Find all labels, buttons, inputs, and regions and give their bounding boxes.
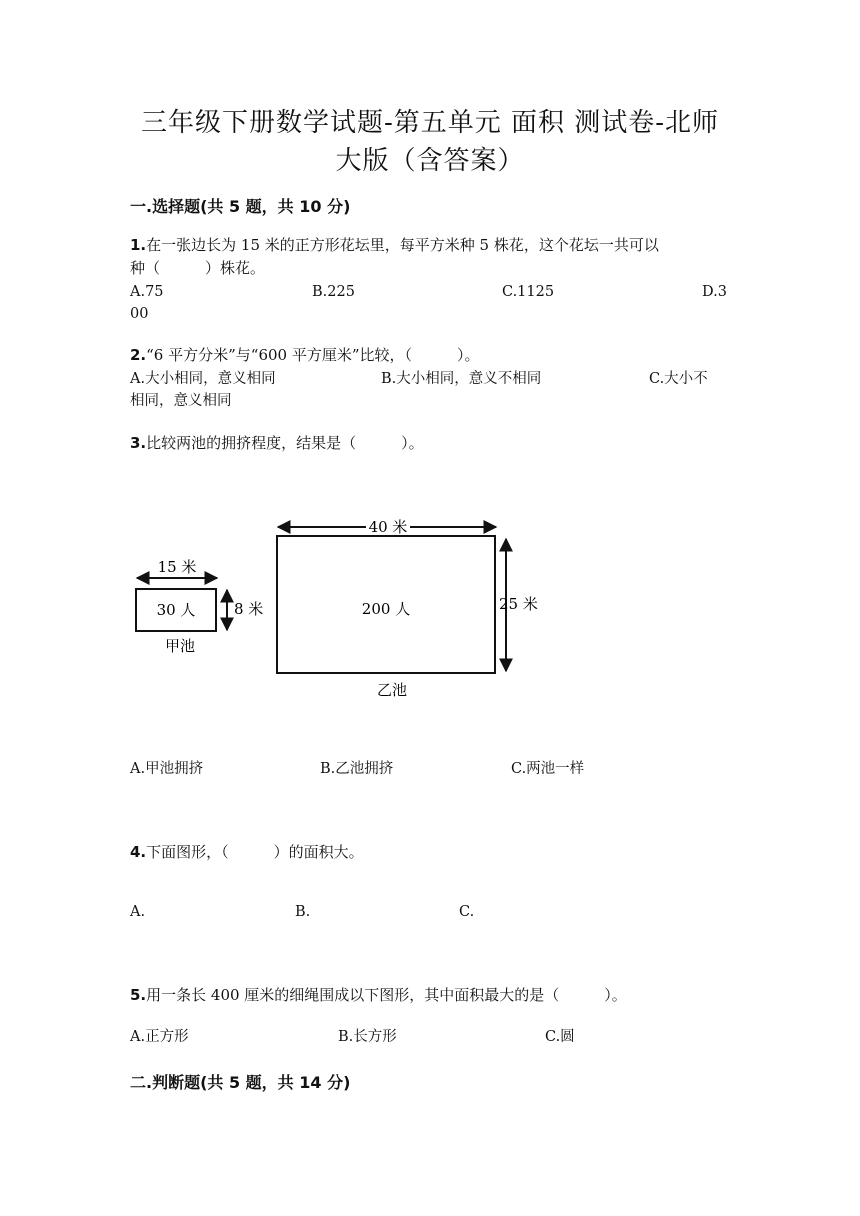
question-text-line-1: 在一张边长为 15 米的正方形花坛里，每平方米种 5 株花，这个花坛一共可以 <box>146 236 659 254</box>
question-text: 比较两池的拥挤程度，结果是（ ）。 <box>146 434 424 452</box>
question-text: 用一条长 400 厘米的细绳围成以下图形，其中面积最大的是（ ）。 <box>146 986 627 1004</box>
q5-option-b: B.长方形 <box>338 1029 397 1045</box>
question-text: “6 平方分米”与“600 平方厘米”比较，（ ）。 <box>146 346 480 364</box>
q1-option-d-continued: 00 <box>130 306 149 322</box>
question-4 <box>130 841 730 864</box>
pool-b-width-label: 40 米 <box>368 518 408 536</box>
q3-option-c: C.两池一样 <box>511 761 585 777</box>
q2-option-c-continued: 相同，意义相同 <box>130 393 232 409</box>
q1-option-b: B.225 <box>312 284 355 300</box>
pool-a-name: 甲池 <box>164 637 196 655</box>
question-number: 2. <box>130 346 147 364</box>
question-2 <box>130 344 730 367</box>
question-number: 5. <box>130 986 147 1004</box>
q4-option-c: C. <box>459 904 475 920</box>
pool-a <box>136 558 263 655</box>
pool-comparison-figure <box>130 508 550 706</box>
q2-option-a: A.大小相同，意义相同 <box>130 371 276 387</box>
q1-option-a: A.75 <box>130 284 164 300</box>
pool-a-height-label: 8 米 <box>234 600 264 618</box>
title-line-2: 大版（含答案） <box>335 146 525 176</box>
pool-b-height-label: 25 米 <box>499 595 538 613</box>
question-number: 1. <box>130 236 147 254</box>
pool-a-width-label: 15 米 <box>157 558 197 576</box>
q5-option-c: C.圆 <box>545 1029 575 1045</box>
q5-option-a: A.正方形 <box>130 1029 189 1045</box>
q1-option-d: D.3 <box>702 284 727 300</box>
document-title <box>120 104 740 180</box>
pool-b-people: 200 人 <box>361 600 411 618</box>
question-text-line-2: 种（ ）株花。 <box>130 259 266 277</box>
q2-option-b: B.大小相同，意义不相同 <box>381 371 542 387</box>
question-number: 3. <box>130 434 147 452</box>
question-1 <box>130 234 730 280</box>
question-3 <box>130 432 730 455</box>
q4-option-b: B. <box>295 904 311 920</box>
q4-option-a: A. <box>130 904 146 920</box>
question-5 <box>130 984 730 1007</box>
q2-option-c: C.大小不 <box>649 371 708 387</box>
pool-a-people: 30 人 <box>156 601 196 619</box>
question-number: 4. <box>130 843 147 861</box>
pool-b <box>277 518 538 699</box>
section-heading-choice: 一.选择题(共 5 题，共 10 分) <box>130 197 351 216</box>
section-heading-judgement: 二.判断题(共 5 题，共 14 分) <box>130 1073 351 1092</box>
q1-option-c: C.1125 <box>502 284 555 300</box>
title-line-1: 三年级下册数学试题-第五单元 面积 测试卷-北师 <box>140 108 720 138</box>
question-text: 下面图形，（ ）的面积大。 <box>146 843 364 861</box>
q3-option-b: B.乙池拥挤 <box>320 761 394 777</box>
pool-b-name: 乙池 <box>376 681 408 699</box>
q3-option-a: A.甲池拥挤 <box>130 761 204 777</box>
